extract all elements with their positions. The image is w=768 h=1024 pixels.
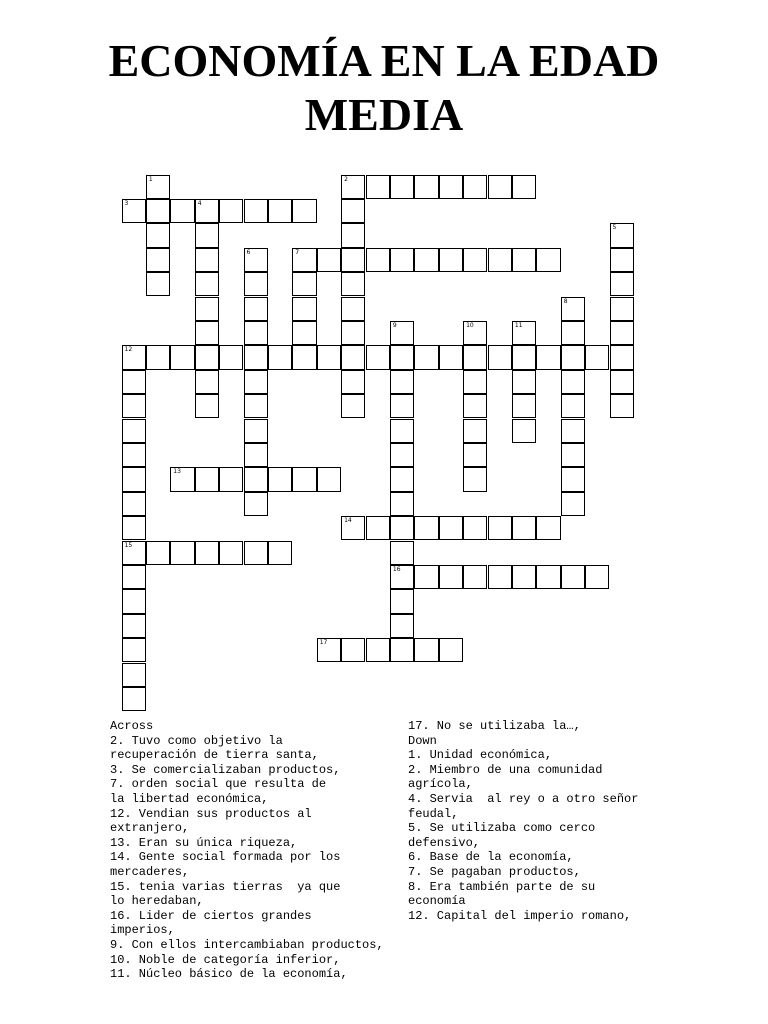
crossword-cell[interactable] bbox=[122, 565, 146, 589]
crossword-cell[interactable] bbox=[244, 321, 268, 345]
clues-column-left bbox=[110, 719, 384, 982]
clue-line: 13. Eran su única riqueza, bbox=[110, 835, 298, 850]
crossword-cell[interactable] bbox=[219, 467, 243, 491]
crossword-cell[interactable] bbox=[341, 516, 365, 540]
clue-line: 14. Gente social formada por los bbox=[110, 850, 341, 865]
crossword-cell[interactable] bbox=[488, 175, 512, 199]
clue-number: 2 bbox=[344, 175, 348, 183]
clue-number: 11 bbox=[514, 321, 523, 329]
crossword-cell[interactable] bbox=[463, 345, 487, 369]
crossword-cell[interactable] bbox=[244, 248, 268, 272]
crossword-cell[interactable] bbox=[536, 345, 560, 369]
clue-number: 6 bbox=[246, 248, 251, 256]
clue-number: 7 bbox=[295, 248, 300, 256]
crossword-cell[interactable] bbox=[195, 223, 219, 247]
crossword-cell[interactable] bbox=[195, 394, 219, 418]
crossword-cell[interactable] bbox=[390, 565, 414, 589]
crossword-cell[interactable] bbox=[146, 541, 170, 565]
crossword-cell[interactable] bbox=[390, 345, 414, 369]
clue-number: 10 bbox=[466, 321, 474, 329]
title-line-2: MEDIA bbox=[304, 89, 464, 140]
crossword-cell[interactable] bbox=[219, 345, 243, 369]
crossword-cell[interactable] bbox=[463, 248, 487, 272]
clue-number: 5 bbox=[612, 224, 617, 232]
crossword-cell[interactable] bbox=[512, 321, 536, 345]
crossword-cell[interactable] bbox=[341, 199, 365, 223]
clue-number: 8 bbox=[563, 297, 568, 305]
crossword-cell[interactable] bbox=[244, 394, 268, 418]
crossword-cell[interactable] bbox=[610, 321, 634, 345]
crossword-cell[interactable] bbox=[512, 248, 536, 272]
crossword-cell[interactable] bbox=[390, 614, 414, 638]
clue-line: 2. Miembro de una comunidad bbox=[408, 762, 603, 777]
crossword-cell[interactable] bbox=[512, 516, 536, 540]
crossword-cell[interactable] bbox=[146, 175, 170, 199]
crossword-cell[interactable] bbox=[244, 272, 268, 296]
crossword-cell[interactable] bbox=[122, 467, 146, 491]
crossword-cell[interactable] bbox=[292, 272, 316, 296]
clue-line: 11. Núcleo básico de la economía, bbox=[110, 967, 348, 982]
crossword-cell[interactable] bbox=[439, 565, 463, 589]
clue-line: 1. Unidad económica, bbox=[408, 748, 553, 763]
clue-line: feudal, bbox=[408, 806, 459, 821]
crossword-cell[interactable] bbox=[170, 541, 194, 565]
crossword-cell[interactable] bbox=[244, 443, 268, 467]
crossword-cell[interactable] bbox=[195, 199, 219, 223]
crossword-cell[interactable] bbox=[585, 565, 609, 589]
crossword-cell[interactable] bbox=[512, 370, 536, 394]
clue-line: imperios, bbox=[110, 923, 175, 938]
crossword-cell[interactable] bbox=[122, 199, 146, 223]
crossword-cell[interactable] bbox=[414, 248, 438, 272]
clue-line: 7. Se pagaban productos, bbox=[408, 864, 581, 879]
crossword-cell[interactable] bbox=[390, 541, 414, 565]
crossword-cell[interactable] bbox=[146, 345, 170, 369]
crossword-cell[interactable] bbox=[463, 565, 487, 589]
crossword-cell[interactable] bbox=[536, 248, 560, 272]
crossword-cell[interactable] bbox=[390, 248, 414, 272]
clue-number: 15 bbox=[124, 541, 133, 549]
clue-section-heading: Down bbox=[408, 733, 437, 748]
crossword-cell[interactable] bbox=[219, 199, 243, 223]
crossword-cell[interactable] bbox=[341, 638, 365, 662]
clue-line: 2. Tuvo como objetivo la bbox=[110, 733, 283, 748]
crossword-cell[interactable] bbox=[512, 175, 536, 199]
crossword-cell[interactable] bbox=[244, 419, 268, 443]
crossword-cell[interactable] bbox=[390, 492, 414, 516]
crossword-cell[interactable] bbox=[244, 199, 268, 223]
clue-number: 17 bbox=[319, 639, 328, 647]
crossword-cell[interactable] bbox=[341, 321, 365, 345]
crossword-cell[interactable] bbox=[561, 394, 585, 418]
clue-line: recuperación de tierra santa, bbox=[110, 748, 319, 763]
crossword-cell[interactable] bbox=[146, 199, 170, 223]
crossword-cell[interactable] bbox=[244, 370, 268, 394]
clue-line: 15. tenia varias tierras ya que bbox=[110, 879, 341, 894]
crossword-cell[interactable] bbox=[488, 565, 512, 589]
clue-number: 16 bbox=[392, 565, 401, 573]
crossword-cell[interactable] bbox=[317, 345, 341, 369]
crossword-cell[interactable] bbox=[341, 272, 365, 296]
crossword-cell[interactable] bbox=[488, 248, 512, 272]
crossword-cell[interactable] bbox=[561, 467, 585, 491]
clue-line: 7. orden social que resulta de bbox=[110, 777, 327, 792]
crossword-cell[interactable] bbox=[195, 272, 219, 296]
clue-number: 14 bbox=[344, 517, 352, 525]
crossword-cell[interactable] bbox=[122, 687, 146, 711]
crossword-cell[interactable] bbox=[268, 199, 292, 223]
crossword-cell[interactable] bbox=[292, 467, 316, 491]
clue-line: 17. No se utilizaba la…, bbox=[408, 719, 581, 733]
crossword-cell[interactable] bbox=[195, 248, 219, 272]
crossword-cell[interactable] bbox=[195, 467, 219, 491]
clue-line: 6. Base de la economía, bbox=[408, 850, 574, 865]
crossword-cell[interactable] bbox=[390, 394, 414, 418]
crossword-cell[interactable] bbox=[561, 345, 585, 369]
crossword-cell[interactable] bbox=[536, 516, 560, 540]
crossword-cell[interactable] bbox=[414, 638, 438, 662]
crossword-cell[interactable] bbox=[170, 467, 194, 491]
crossword-cell[interactable] bbox=[463, 419, 487, 443]
crossword-cell[interactable] bbox=[561, 443, 585, 467]
crossword-cell[interactable] bbox=[341, 175, 365, 199]
crossword-cell[interactable] bbox=[488, 516, 512, 540]
crossword-cell[interactable] bbox=[390, 370, 414, 394]
crossword-cell[interactable] bbox=[195, 345, 219, 369]
crossword-cell[interactable] bbox=[610, 272, 634, 296]
crossword-cell[interactable] bbox=[561, 492, 585, 516]
crossword-cell[interactable] bbox=[341, 248, 365, 272]
clue-line: extranjero, bbox=[110, 821, 190, 836]
crossword-cell[interactable] bbox=[122, 419, 146, 443]
crossword-cell[interactable] bbox=[292, 248, 316, 272]
crossword-cell[interactable] bbox=[463, 516, 487, 540]
clue-line: 5. Se utilizaba como cerco bbox=[408, 821, 596, 836]
crossword-cell[interactable] bbox=[146, 272, 170, 296]
crossword-cell[interactable] bbox=[390, 467, 414, 491]
crossword-cell[interactable] bbox=[292, 199, 316, 223]
crossword-cell[interactable] bbox=[170, 345, 194, 369]
clue-number: 3 bbox=[124, 199, 129, 207]
crossword-cell[interactable] bbox=[512, 394, 536, 418]
crossword-cell[interactable] bbox=[561, 321, 585, 345]
crossword-cell[interactable] bbox=[512, 345, 536, 369]
crossword-cell[interactable] bbox=[561, 419, 585, 443]
crossword-cell[interactable] bbox=[463, 394, 487, 418]
clue-number: 12 bbox=[124, 346, 133, 354]
crossword-cell[interactable] bbox=[366, 175, 390, 199]
clue-line: 8. Era también parte de su bbox=[408, 879, 596, 894]
crossword-cell[interactable] bbox=[561, 370, 585, 394]
crossword-cell[interactable] bbox=[610, 223, 634, 247]
crossword-cell[interactable] bbox=[488, 345, 512, 369]
crossword-cell[interactable] bbox=[292, 321, 316, 345]
crossword-cell[interactable] bbox=[463, 443, 487, 467]
crossword-cell[interactable] bbox=[244, 467, 268, 491]
crossword-cell[interactable] bbox=[341, 394, 365, 418]
clue-section-heading: Across bbox=[110, 719, 154, 733]
clue-number: 1 bbox=[148, 175, 153, 183]
crossword-cell[interactable] bbox=[390, 443, 414, 467]
crossword-cell[interactable] bbox=[122, 638, 146, 662]
crossword-cell[interactable] bbox=[561, 297, 585, 321]
crossword-cell[interactable] bbox=[366, 248, 390, 272]
crossword-cell[interactable] bbox=[122, 614, 146, 638]
clue-line: 4. Servia al rey o a otro señor bbox=[408, 791, 639, 806]
crossword-cell[interactable] bbox=[317, 467, 341, 491]
clue-line: 9. Con ellos intercambiaban productos, bbox=[110, 937, 384, 952]
clue-line: 12. Vendian sus productos al bbox=[110, 806, 312, 821]
crossword-cell[interactable] bbox=[414, 345, 438, 369]
crossword-cell[interactable] bbox=[439, 638, 463, 662]
crossword-cell[interactable] bbox=[439, 248, 463, 272]
crossword-cell[interactable] bbox=[463, 321, 487, 345]
clue-line: la libertad económica, bbox=[110, 791, 269, 806]
crossword-cell[interactable] bbox=[244, 492, 268, 516]
clue-line: 16. Lider de ciertos grandes bbox=[110, 908, 312, 923]
crossword-cell[interactable] bbox=[317, 248, 341, 272]
clue-number: 9 bbox=[392, 321, 397, 329]
crossword-cell[interactable] bbox=[610, 345, 634, 369]
clue-line: lo heredaban, bbox=[110, 894, 204, 909]
crossword-cell[interactable] bbox=[463, 175, 487, 199]
crossword-cell[interactable] bbox=[536, 565, 560, 589]
crossword-cell[interactable] bbox=[195, 541, 219, 565]
crossword-cell[interactable] bbox=[268, 467, 292, 491]
crossword-cell[interactable] bbox=[439, 516, 463, 540]
crossword-cell[interactable] bbox=[292, 297, 316, 321]
crossword-cell[interactable] bbox=[122, 370, 146, 394]
crossword-cell[interactable] bbox=[268, 541, 292, 565]
clue-line: mercaderes, bbox=[110, 864, 190, 879]
crossword-cell[interactable] bbox=[366, 516, 390, 540]
crossword-cell[interactable] bbox=[512, 419, 536, 443]
crossword-cell[interactable] bbox=[292, 345, 316, 369]
crossword-cell[interactable] bbox=[610, 370, 634, 394]
crossword-cell[interactable] bbox=[414, 565, 438, 589]
crossword-cell[interactable] bbox=[317, 638, 341, 662]
crossword-cell[interactable] bbox=[122, 589, 146, 613]
crossword-cell[interactable] bbox=[585, 345, 609, 369]
crossword-cell[interactable] bbox=[341, 370, 365, 394]
crossword-cell[interactable] bbox=[610, 248, 634, 272]
crossword-cell[interactable] bbox=[610, 394, 634, 418]
crossword-cell[interactable] bbox=[463, 370, 487, 394]
crossword-cell[interactable] bbox=[341, 223, 365, 247]
crossword-cell[interactable] bbox=[146, 223, 170, 247]
crossword-cell[interactable] bbox=[219, 541, 243, 565]
crossword-cell[interactable] bbox=[122, 394, 146, 418]
crossword-cell[interactable] bbox=[122, 345, 146, 369]
crossword-cell[interactable] bbox=[366, 345, 390, 369]
clue-line: 3. Se comercializaban productos, bbox=[110, 762, 341, 777]
crossword-cell[interactable] bbox=[244, 345, 268, 369]
crossword-cell[interactable] bbox=[439, 175, 463, 199]
crossword-cell[interactable] bbox=[122, 541, 146, 565]
title-line-1: ECONOMÍA EN LA EDAD bbox=[108, 35, 660, 86]
clue-line: defensivo, bbox=[408, 835, 481, 850]
crossword-cell[interactable] bbox=[390, 419, 414, 443]
clue-number: 4 bbox=[197, 199, 202, 207]
crossword-cell[interactable] bbox=[366, 638, 390, 662]
crossword-cell[interactable] bbox=[268, 345, 292, 369]
clue-line: agrícola, bbox=[408, 777, 473, 792]
crossword-cell[interactable] bbox=[341, 297, 365, 321]
crossword-cell[interactable] bbox=[122, 492, 146, 516]
crossword-cell[interactable] bbox=[390, 589, 414, 613]
crossword-cell[interactable] bbox=[390, 321, 414, 345]
clues-column-right bbox=[408, 719, 638, 923]
crossword-cell[interactable] bbox=[244, 297, 268, 321]
crossword-cell[interactable] bbox=[390, 638, 414, 662]
clue-line: 10. Noble de categoría inferior, bbox=[110, 952, 341, 967]
crossword-cell[interactable] bbox=[122, 663, 146, 687]
crossword-cell[interactable] bbox=[146, 248, 170, 272]
clue-number: 13 bbox=[173, 468, 181, 476]
crossword-cell[interactable] bbox=[195, 297, 219, 321]
crossword-cell[interactable] bbox=[244, 541, 268, 565]
crossword-cell[interactable] bbox=[122, 443, 146, 467]
crossword-cell[interactable] bbox=[341, 345, 365, 369]
crossword-cell[interactable] bbox=[610, 297, 634, 321]
crossword-cell[interactable] bbox=[195, 370, 219, 394]
crossword-cell[interactable] bbox=[390, 516, 414, 540]
crossword-cell[interactable] bbox=[195, 321, 219, 345]
crossword-cell[interactable] bbox=[512, 565, 536, 589]
crossword-cell[interactable] bbox=[414, 175, 438, 199]
clue-line: economía bbox=[408, 894, 466, 909]
crossword-cell[interactable] bbox=[439, 345, 463, 369]
crossword-cell[interactable] bbox=[390, 175, 414, 199]
crossword-cell[interactable] bbox=[414, 516, 438, 540]
crossword-cell[interactable] bbox=[170, 199, 194, 223]
crossword-cell[interactable] bbox=[463, 467, 487, 491]
clue-line: 12. Capital del imperio romano, bbox=[408, 908, 632, 923]
crossword-cell[interactable] bbox=[122, 516, 146, 540]
crossword-cell[interactable] bbox=[561, 565, 585, 589]
